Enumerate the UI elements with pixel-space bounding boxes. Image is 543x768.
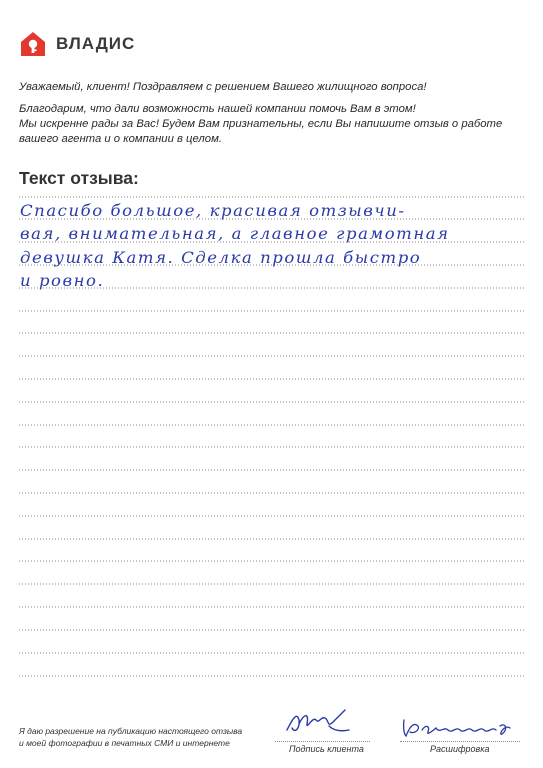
signature-label: Подпись клиента [289, 744, 364, 754]
brand-name: ВЛАДИС [56, 34, 136, 53]
thanks-line-2: Мы искренне рады за Вас! Будем Вам признательны, если Вы напишите отзыв о работе [19, 118, 503, 130]
consent-line-1: Я даю разрешение на публикацию настоящего отзыва [19, 726, 243, 736]
review-heading: Текст отзыва: [19, 168, 139, 188]
handwritten-line-2: вая, внимательная, а главное грамотная [20, 224, 450, 243]
signature-line [275, 741, 370, 742]
handwritten-line-3: девушка Катя. Сделка прошла быстро [20, 248, 422, 267]
consent-line-2: и моей фотографии в печатных СМИ и интернете [19, 738, 230, 748]
thanks-line-1: Благодарим, что дали возможность нашей компании помочь Вам в этом! [19, 103, 416, 115]
greeting-line: Уважаемый, клиент! Поздравляем с решением Вашего жилищного вопроса! [19, 81, 427, 93]
thanks-line-3: вашего агента и о компании в целом. [19, 133, 222, 145]
decoding-line [400, 741, 520, 742]
name-decoding-handwritten [400, 712, 520, 742]
handwritten-line-1: Спасибо большое, красивая отзывчи- [20, 201, 406, 220]
decoding-label: Расшифровка [430, 744, 490, 754]
handwritten-line-4: и ровно. [20, 271, 105, 290]
publication-consent [19, 725, 259, 749]
client-signature [283, 706, 363, 740]
